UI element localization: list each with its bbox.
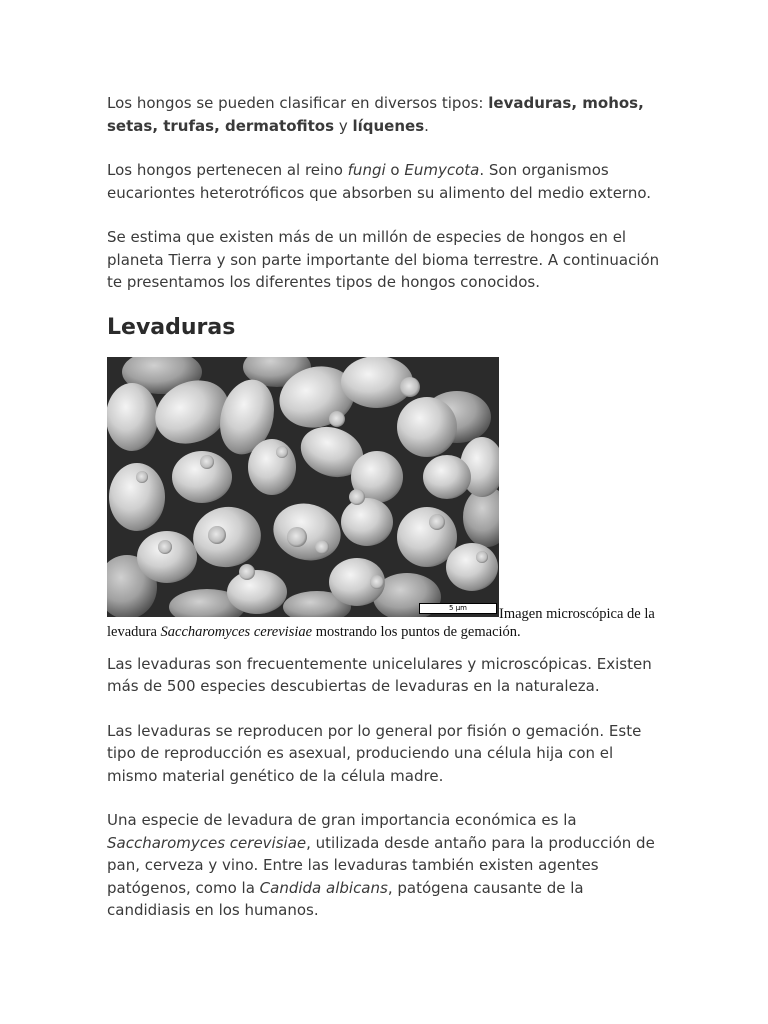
- intro-paragraph-species: Se estima que existen más de un millón de especies de hongos en el planeta Tierra y son parte importante del bioma terrestre. A continuación te presentamos los diferentes tipos de hongos conocidos.: [107, 228, 660, 291]
- text-span: , patógena causante de la candidiasis en los humanos.: [107, 878, 584, 919]
- intro-paragraph-types: [107, 92, 667, 137]
- scale-bar-label: 5 µm: [449, 603, 467, 612]
- text-span: , utilizada desde antaño para la producción de pan, cerveza y vino. Entre las levaduras también existen agentes patógenos, como la: [107, 833, 655, 897]
- paragraph-economic-importance: [107, 809, 667, 922]
- caption-text: levadura: [107, 623, 161, 640]
- intro-paragraph-kingdom: [107, 159, 667, 204]
- caption-text-end: mostrando los puntos de gemación.: [312, 623, 521, 640]
- caption-line-1: Imagen microscópica de la: [499, 605, 655, 622]
- scale-bar: [419, 603, 497, 614]
- italic-term-fungi: fungi: [347, 161, 386, 179]
- bold-term-liquenes: líquenes: [352, 116, 425, 135]
- article-body: [107, 92, 667, 922]
- paragraph-unicellular: Las levaduras son frecuentemente unicelulares y microscópicas. Existen más de 500 especies descubiertas de levaduras en la naturaleza.: [107, 654, 652, 695]
- text-span: Los hongos se pueden clasificar en diversos tipos:: [107, 94, 489, 112]
- caption-italic-species: Saccharomyces cerevisiae: [160, 623, 313, 640]
- paragraph-reproduction: Las levaduras se reproducen por lo general por fisión o gemación. Este tipo de reproducción es asexual, produciendo una célula hija con el mismo material genético de la célula madre.: [107, 721, 642, 785]
- text-span: Una especie de levadura de gran importancia económica es la: [107, 811, 577, 829]
- italic-species-candida: Candida albicans: [259, 878, 388, 897]
- text-span: o: [385, 161, 405, 179]
- text-span: y: [334, 116, 353, 135]
- italic-term-eumycota: Eumycota: [404, 161, 480, 179]
- bold-term-list: levaduras, mohos, setas, trufas, dermatofitos: [107, 94, 644, 135]
- italic-species-saccharomyces: Saccharomyces cerevisiae: [107, 833, 307, 852]
- yeast-micrograph-image: [107, 357, 499, 617]
- text-span: .: [424, 116, 429, 135]
- section-heading-levaduras: Levaduras: [107, 314, 236, 340]
- text-span: Los hongos pertenecen al reino: [107, 161, 348, 179]
- text-span: . Son organismos eucariontes heterotróficos que absorben su alimento del medio externo.: [107, 161, 652, 202]
- figure-yeast: [107, 357, 667, 641]
